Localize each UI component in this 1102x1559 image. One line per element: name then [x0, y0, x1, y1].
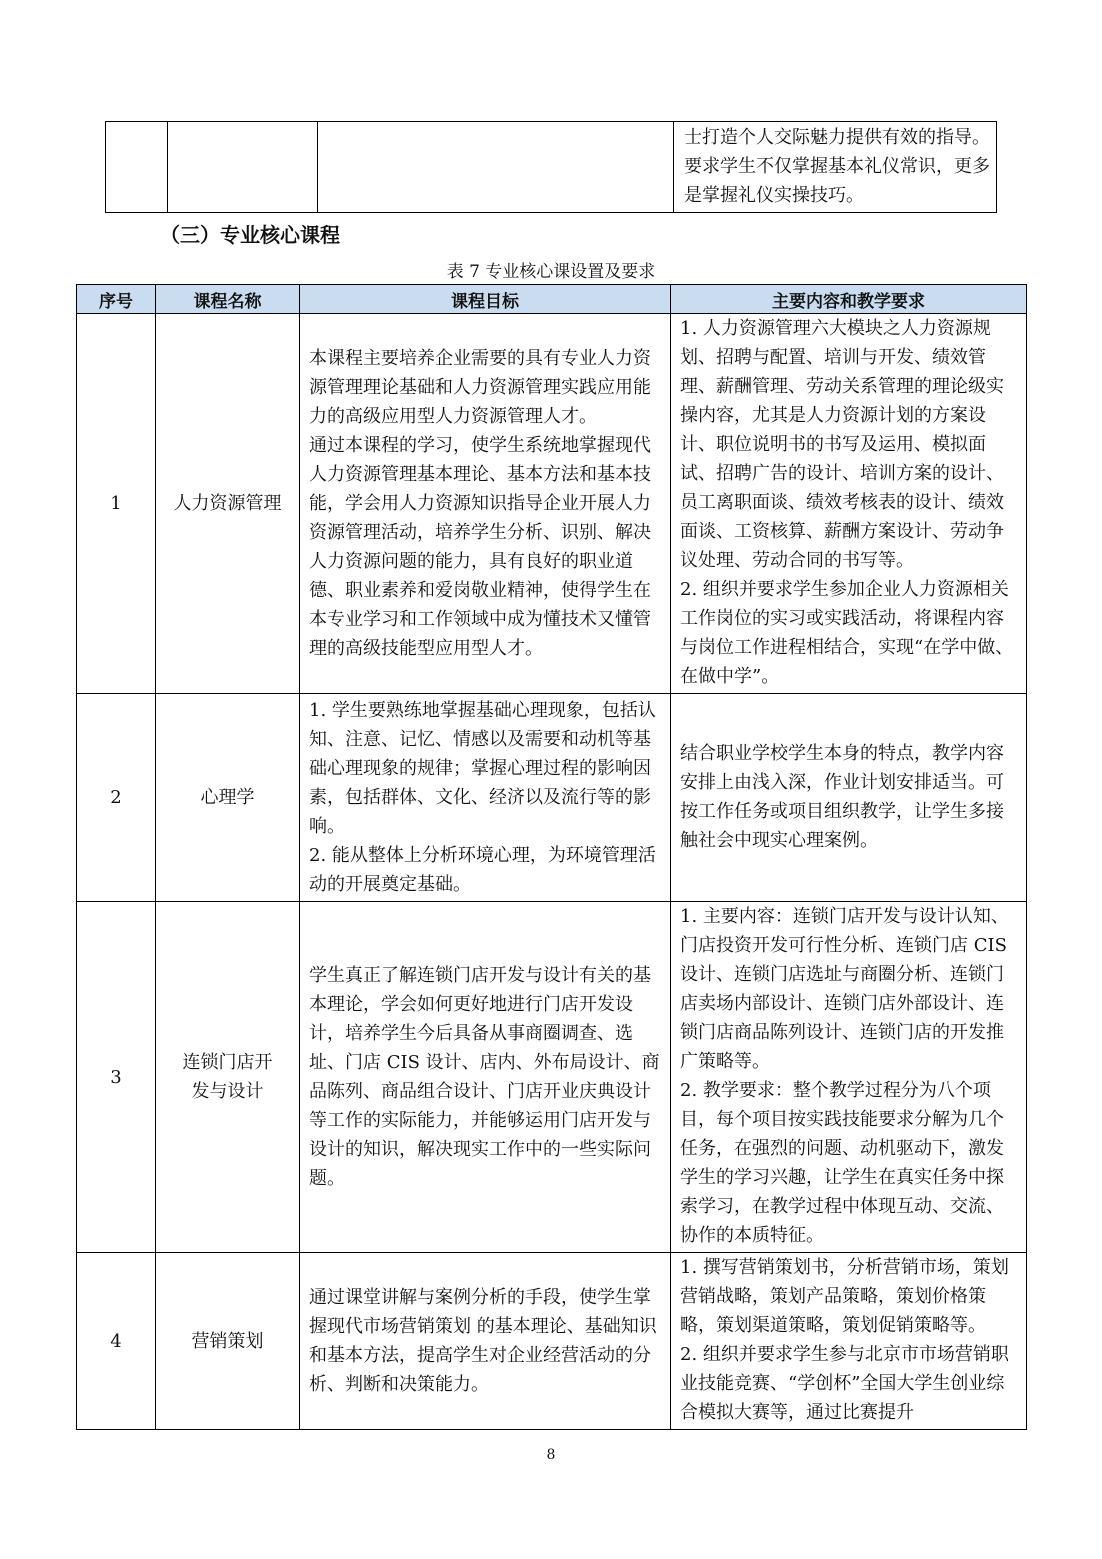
content-paragraph: 2. 组织并要求学生参加企业人力资源相关工作岗位的实习或实践活动，将课程内容与岗位工作进程相结合，实现“在学中做、在做中学”。 — [680, 579, 1014, 687]
goal-paragraph: 1. 学生要熟练地掌握基础心理现象，包括认知、注意、记忆、情感以及需要和动机等基础心理现象的规律；掌握心理过程的影响因素，包括群体、文化、经济以及流行等的影响。 — [309, 700, 656, 837]
goal-paragraph: 通过本课程的学习，使学生系统地掌握现代人力资源管理基本理论、基本方法和基本技能，学会用人力资源知识指导企业开展人力资源管理活动，培养学生分析、识别、解决人力资源问题的能力，具有良好的职业道德、职业素养和爱岗敬业精神，使得学生在本专业学习和工作领域中成为懂技术又懂管理的高级技能型应用型人才。 — [309, 435, 651, 659]
table-row — [77, 902, 1027, 1253]
content-paragraph: 1. 人力资源管理六大模块之人力资源规划、招聘与配置、培训与开发、绩效管理、薪酬管理、劳动关系管理的理论级实操内容，尤其是人力资源计划的方案设计、职位说明书的书写及运用、模拟面试、招聘广告的设计、培训方案的设计、员工离职面谈、绩效考核表的设计、绩效面谈、工资核算、薪酬方案设计、劳动争议处理、劳动合同的书写等。 — [680, 318, 1004, 571]
course-name: 营销策划 — [156, 1253, 300, 1430]
row-number: 3 — [77, 902, 156, 1253]
course-name: 心理学 — [156, 694, 300, 902]
table-row — [77, 1253, 1027, 1430]
row-number: 4 — [77, 1253, 156, 1430]
table-row — [77, 314, 1027, 694]
column-header-name: 课程名称 — [156, 285, 300, 314]
table-row — [77, 694, 1027, 902]
goal-paragraph: 通过课堂讲解与案例分析的手段，使学生掌握现代市场营销策划 的基本理论、基础知识和基本方法，提高学生对企业经营活动的分析、判断和决策能力。 — [309, 1287, 657, 1395]
page-number: 8 — [546, 1447, 556, 1463]
row-number: 2 — [77, 694, 156, 902]
row-number: 1 — [77, 314, 156, 694]
course-content — [671, 314, 1027, 694]
content-paragraph: 2. 组织并要求学生参与北京市市场营销职业技能竞赛、“学创杯”全国大学生创业综合模拟大赛等，通过比赛提升 — [680, 1344, 1009, 1423]
continuation-cell-num — [106, 122, 168, 213]
goal-paragraph: 本课程主要培养企业需要的具有专业人力资源管理理论基础和人力资源管理实践应用能力的高级应用型人力资源管理人才。 — [309, 348, 651, 427]
course-goal — [300, 1253, 671, 1430]
table-header-row — [77, 285, 1027, 314]
course-content — [671, 902, 1027, 1253]
goal-paragraph: 2. 能从整体上分析环境心理，为环境管理活动的开展奠定基础。 — [309, 845, 656, 895]
content-paragraph: 1. 撰写营销策划书，分析营销市场，策划营销战略，策划产品策略，策划价格策略，策划渠道策略，策划促销策略等。 — [680, 1257, 1009, 1336]
continuation-cell-name — [168, 122, 318, 213]
continuation-table — [105, 121, 997, 213]
course-name: 人力资源管理 — [156, 314, 300, 694]
section-heading: （三）专业核心课程 — [160, 223, 340, 247]
course-goal — [300, 902, 671, 1253]
core-course-table — [76, 284, 1027, 1430]
column-header-goal: 课程目标 — [300, 285, 671, 314]
course-content — [671, 694, 1027, 902]
continuation-cell-content — [674, 122, 997, 213]
content-paragraph: 2. 教学要求：整个教学过程分为八个项目，每个项目按实践技能要求分解为几个任务，在强烈的问题、动机驱动下，激发学生的学习兴趣，让学生在真实任务中探索学习，在教学过程中体现互动、交流、协作的本质特征。 — [680, 1080, 1004, 1246]
goal-paragraph: 学生真正了解连锁门店开发与设计有关的基本理论，学会如何更好地进行门店开发设计，培养学生今后具备从事商圈调查、选址、门店 CIS 设计、店内、外布局设计、商品陈列、商品组合设计、门店开业庆典设计等工作的实际能力，并能够运用门店开发与设计的知识，解决现实工作中的一些实际问题。 — [309, 965, 660, 1189]
course-goal — [300, 314, 671, 694]
course-goal — [300, 694, 671, 902]
content-paragraph: 结合职业学校学生本身的特点，教学内容安排上由浅入深，作业计划安排适当。可按工作任务或项目组织教学，让学生多接触社会中现实心理案例。 — [680, 742, 1004, 851]
column-header-num: 序号 — [77, 285, 156, 314]
column-header-content: 主要内容和教学要求 — [671, 285, 1027, 314]
course-content — [671, 1253, 1027, 1430]
continuation-text: 士打造个人交际魅力提供有效的指导。要求学生不仅掌握基本礼仪常识，更多是掌握礼仪实操技巧。 — [684, 127, 990, 206]
content-paragraph: 1. 主要内容：连锁门店开发与设计认知、门店投资开发可行性分析、连锁门店 CIS 设计、连锁门店选址与商圈分析、连锁门店卖场内部设计、连锁门店外部设计、连锁门店商品陈列设计、连锁门店的开发推广策略等。 — [680, 906, 1009, 1072]
table-caption: 表 7 专业核心课设置及要求 — [446, 262, 656, 282]
course-name: 连锁门店开发与设计 — [156, 902, 300, 1253]
continuation-cell-goal — [318, 122, 674, 213]
